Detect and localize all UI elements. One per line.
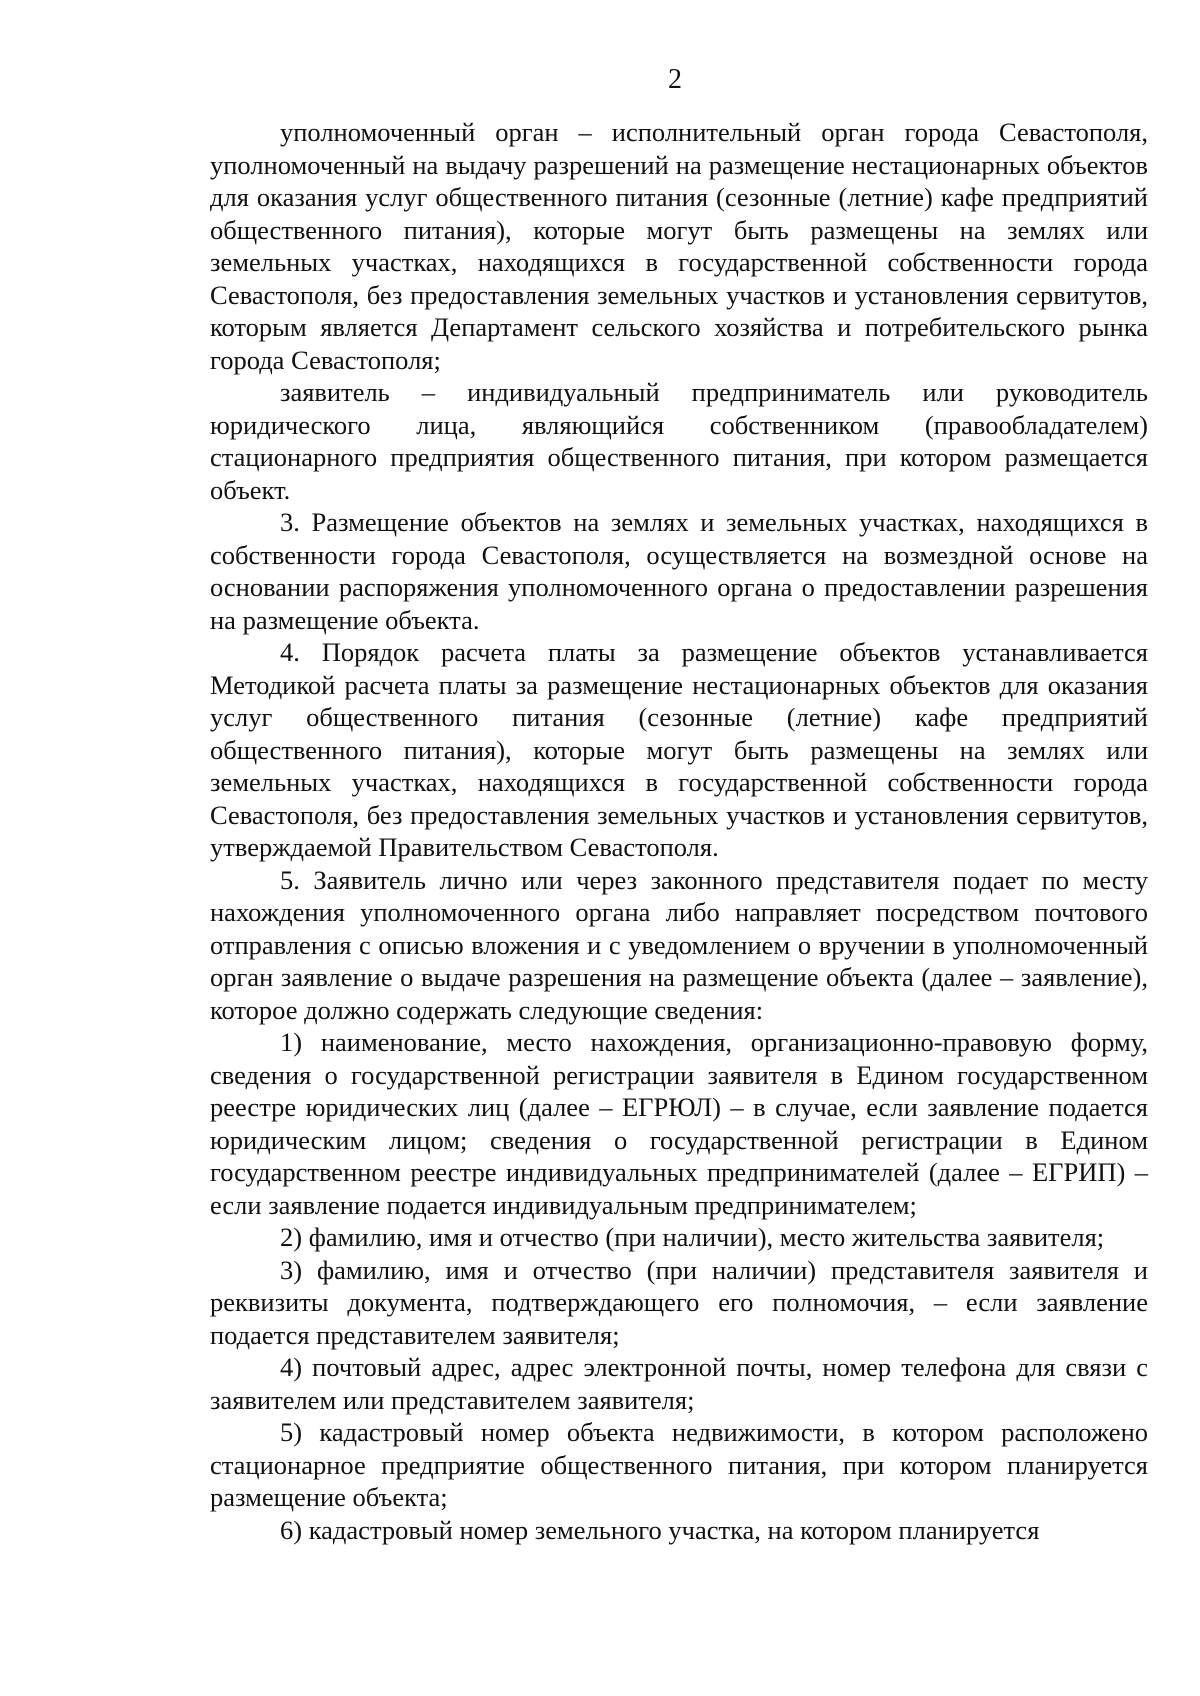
page-number: 2 — [668, 64, 682, 95]
subitem-2: 2) фамилию, имя и отчество (при наличии), место жительства заявителя; — [280, 1222, 1105, 1252]
paragraph-authorized-body: уполномоченный орган – исполнительный орган города Севастополя, уполномоченный на выдачу разрешений на размещение нестационарных объектов для оказания услуг общественного питания (сезонные (летние) кафе предприятий общественного питания), которые могут быть размещены на землях или земельных участках, находящихся в государственной собственности города Севастополя, без предоставления земельных участков и установления сервитутов, которым является Департамент сельского хозяйства и потребительского рынка города Севастополя; — [210, 117, 1148, 375]
paragraph-item-5: 5. Заявитель лично или через законного представителя подает по месту нахождения уполномоченного органа либо направляет посредством почтового отправления с описью вложения и с уведомлением о вручении в уполномоченный орган заявление о выдаче разрешения на размещение объекта (далее – заявление), которое должно содержать следующие сведения: — [210, 864, 1148, 1025]
subitem-5: 5) кадастровый номер объекта недвижимости, в котором расположено стационарное предприятие общественного питания, при котором планируется размещение объекта; — [210, 1417, 1148, 1512]
subitem-1: 1) наименование, место нахождения, организационно-правовую форму, сведения о государственной регистрации заявителя в Едином государственном реестре юридических лиц (далее – ЕГРЮЛ) – в случае, если заявление подается юридическим лицом; сведения о государственной регистрации в Едином государственном реестре индивидуальных предпринимателей (далее – ЕГРИП) – если заявление подается индивидуальным предпринимателем; — [210, 1027, 1148, 1220]
subitem-6: 6) кадастровый номер земельного участка, на котором планируется — [280, 1514, 1040, 1545]
subitem-4: 4) почтовый адрес, адрес электронной почты, номер телефона для связи с заявителем или представителем заявителя; — [210, 1352, 1148, 1415]
paragraph-applicant: заявитель – индивидуальный предприниматель или руководитель юридического лица, являющийся собственником (правообладателем) стационарного предприятия общественного питания, при котором размещается объект. — [210, 377, 1148, 505]
document-body — [210, 116, 1148, 1546]
subitem-3: 3) фамилию, имя и отчество (при наличии) представителя заявителя и реквизиты документа, подтверждающего его полномочия, – если заявление подается представителем заявителя; — [210, 1254, 1148, 1350]
paragraph-item-4: 4. Порядок расчета платы за размещение объектов устанавливается Методикой расчета платы за размещение нестационарных объектов для оказания услуг общественного питания (сезонные (летние) кафе предприятий общественного питания), которые могут быть размещены на землях или земельных участках, находящихся в государственной собственности города Севастополя, без предоставления земельных участков и установления сервитутов, утверждаемой Правительством Севастополя. — [210, 637, 1148, 862]
paragraph-item-3: 3. Размещение объектов на землях и земельных участках, находящихся в собственности города Севастополя, осуществляется на возмездной основе на основании распоряжения уполномоченного органа о предоставлении разрешения на размещение объекта. — [210, 507, 1148, 635]
